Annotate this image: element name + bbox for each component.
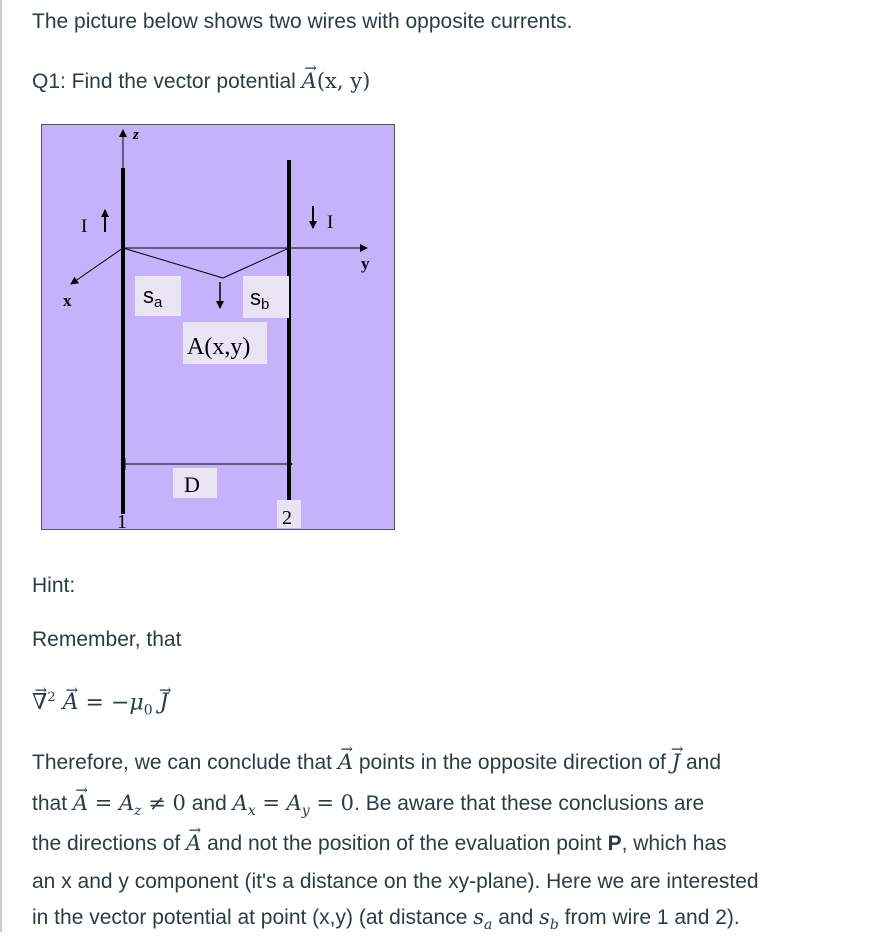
text: points in the opposite direction of [353,751,672,774]
x-axis-label: x [63,291,72,310]
hint-title: Hint: [32,574,76,597]
vector-J: → J [160,689,169,717]
two-wire-figure [41,124,403,534]
text: and [680,751,722,774]
sb-base: s [250,285,261,310]
question-text [32,67,370,96]
d-label: D [184,472,200,497]
question-label: Q1: Find the vector potential [32,70,302,93]
conclusion-line-4: an x and y component (it's a distance on the xy-plane). Here we are interested [32,870,759,893]
text: and [185,792,233,815]
args: (x, y) [316,69,371,93]
text: from wire 1 and 2). [558,906,740,929]
not-equal-zero: ≠ 0 [141,791,186,815]
x-sub: x [247,803,256,820]
text: that [32,792,73,815]
equals: = [88,791,119,815]
mu-sub: 0 [143,702,153,719]
remember-text: Remember, that [32,628,182,651]
text: Therefore, we can conclude that [32,751,338,774]
wire-2-label: 2 [282,507,292,529]
conclusion-line-2 [32,789,704,825]
sa-sub: a [154,294,163,311]
laplace-equation [32,684,168,725]
vector-A: → A [338,748,353,776]
text: and not the position of the evaluation point [201,832,608,855]
point-P: P [607,832,622,855]
current-label-right: I [327,212,334,233]
text: , which has [621,832,727,855]
A-x: A [232,791,248,815]
y-sub: y [301,803,310,820]
conclusion-line-3 [32,829,727,858]
equals-zero: = 0 [309,791,355,815]
a-sub: a [484,917,493,934]
sa-base: s [143,283,154,308]
conclusion-line-5 [32,903,740,939]
vector-potential-expr [302,69,371,93]
z-axis-label: z [133,127,139,143]
intro-text: The picture below shows two wires with opposite currents. [32,10,573,33]
s-a: s [473,905,485,929]
vector-A: → A [73,789,88,817]
vector-A: → A [186,829,201,857]
text: and [492,906,540,929]
vector-A: → A [63,689,79,717]
z-sub: z [134,803,142,820]
s-b: s [539,905,550,929]
current-label-left: I [81,216,88,237]
power: 2 [47,690,56,705]
A-z: A [119,791,135,815]
left-border [0,0,2,932]
text: . Be aware that these conclusions are [354,792,705,815]
y-axis-label: y [361,254,370,273]
conclusion-line-1 [32,748,721,777]
sb-sub: b [261,296,270,313]
mu: μ [129,690,144,716]
wire-1-label: 1 [117,511,127,533]
text: in the vector potential at point (x,y) (at distance [32,906,474,929]
A-y: A [286,791,302,815]
vector-A-symbol: → A [302,67,317,95]
vector-J: → J [672,748,680,776]
nabla-symbol: → ∇ [32,689,47,717]
text: the directions of [32,832,187,855]
b-sub: b [549,917,559,934]
equals-minus: = − [78,690,130,716]
point-label: A(x,y) [187,334,251,360]
equals: = [255,791,287,815]
